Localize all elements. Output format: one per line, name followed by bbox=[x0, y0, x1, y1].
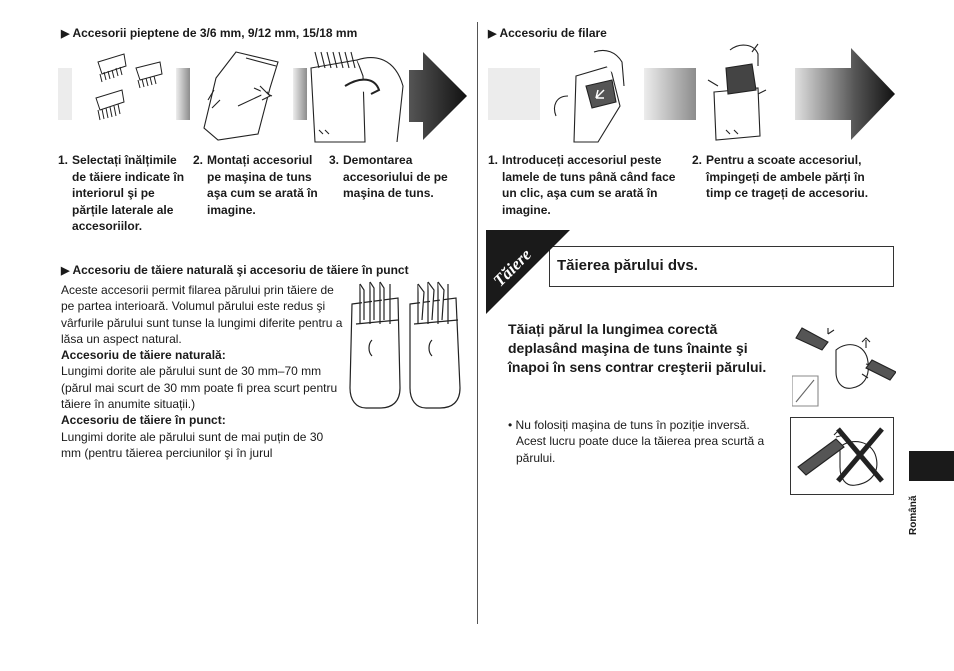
point-title: Accesoriu de tăiere în punct: bbox=[61, 413, 226, 428]
natural-point-heading: ▶ Accesoriu de tăiere naturală şi accesoriu de tăiere în punct bbox=[61, 263, 409, 277]
column-divider bbox=[477, 22, 478, 624]
natural-point-description bbox=[61, 282, 343, 461]
filing-step-1 bbox=[488, 152, 688, 218]
section-tab-label: Tăiere bbox=[489, 244, 536, 291]
cutting-direction-image bbox=[792, 320, 896, 410]
remove-comb-image bbox=[305, 46, 405, 146]
section-tab-label-wrap bbox=[486, 232, 556, 292]
language-label-wrap bbox=[905, 487, 925, 537]
grey-band bbox=[488, 68, 540, 120]
grey-band bbox=[176, 68, 190, 120]
grey-band bbox=[644, 68, 696, 120]
point-text: Lungimi dorite ale părului sunt de mai puțin de 30 mm (pentru tăierea perciunilor şi în jurul bbox=[61, 429, 324, 460]
intro-text: Aceste accesorii permit filarea părului prin tăiere de pe partea interioară. Volumul părului este redus şi vârfurile părului sunt tunse la lungimi diferite pentru a lăsa un aspect natural. bbox=[61, 283, 343, 346]
step-1 bbox=[58, 152, 188, 235]
step-number: 3. bbox=[329, 153, 340, 167]
natural-point-attachments-image bbox=[346, 280, 468, 412]
wrong-direction-image bbox=[790, 417, 894, 495]
step-number: 1. bbox=[58, 153, 69, 167]
insert-filing-image bbox=[546, 46, 642, 146]
warning-bullet: • Nu folosiți maşina de tuns în poziție inversă. bbox=[508, 418, 750, 432]
triangle-bullet-icon: ▶ bbox=[488, 28, 497, 40]
grey-band bbox=[58, 68, 72, 120]
step-text: Demontarea accesoriului de pe maşina de tuns. bbox=[343, 153, 448, 200]
cutting-instruction: Tăiați părul la lungimea corectă deplasând maşina de tuns înainte şi înapoi în sens contrar creşterii părului. bbox=[508, 321, 767, 375]
step-3 bbox=[329, 152, 449, 202]
step-number: 1. bbox=[488, 153, 499, 167]
step-number: 2. bbox=[193, 153, 204, 167]
step-text: Pentru a scoate accesoriul, împingeți de ambele părți în timp ce trageți de accesoriu. bbox=[706, 153, 869, 200]
attach-comb-image bbox=[198, 48, 286, 144]
warning-note bbox=[508, 417, 788, 466]
natural-text: Lungimi dorite ale părului sunt de 30 mm–70 mm (părul mai scurt de 30 mm poate fi prea scurt pentru tăiere în anumite situații.) bbox=[61, 364, 338, 412]
triangle-bullet-icon: ▶ bbox=[61, 265, 70, 277]
warning-bullet-cont: Acest lucru poate duce la tăierea prea scurtă a părului. bbox=[516, 434, 765, 465]
filing-attachment-heading: ▶ Accesoriu de filare bbox=[488, 26, 607, 40]
comb-attachments-heading: ▶ Accesorii pieptene de 3/6 mm, 9/12 mm, 15/18 mm bbox=[61, 26, 358, 40]
language-tab bbox=[909, 451, 954, 481]
step-text: Selectați înălțimile de tăiere indicate în interiorul şi pe părțile laterale ale accesoriilor. bbox=[72, 153, 185, 233]
natural-title: Accesoriu de tăiere naturală: bbox=[61, 348, 226, 363]
filing-step-2 bbox=[692, 152, 892, 202]
language-label: Română bbox=[908, 495, 919, 535]
triangle-bullet-icon: ▶ bbox=[61, 28, 70, 40]
comb-attachments-image bbox=[86, 52, 166, 134]
remove-filing-image bbox=[700, 40, 780, 148]
step-text: Introduceți accesoriul peste lamele de tuns până când face un clic, aşa cum se arată în imagine. bbox=[502, 153, 676, 217]
step-number: 2. bbox=[692, 153, 703, 167]
step-2 bbox=[193, 152, 323, 218]
next-arrow-icon bbox=[409, 52, 467, 140]
section-title: Tăierea părului dvs. bbox=[557, 257, 698, 274]
step-text: Montați accesoriul pe maşina de tuns aşa cum se arată în imagine. bbox=[207, 153, 318, 217]
next-arrow-icon bbox=[795, 48, 895, 140]
